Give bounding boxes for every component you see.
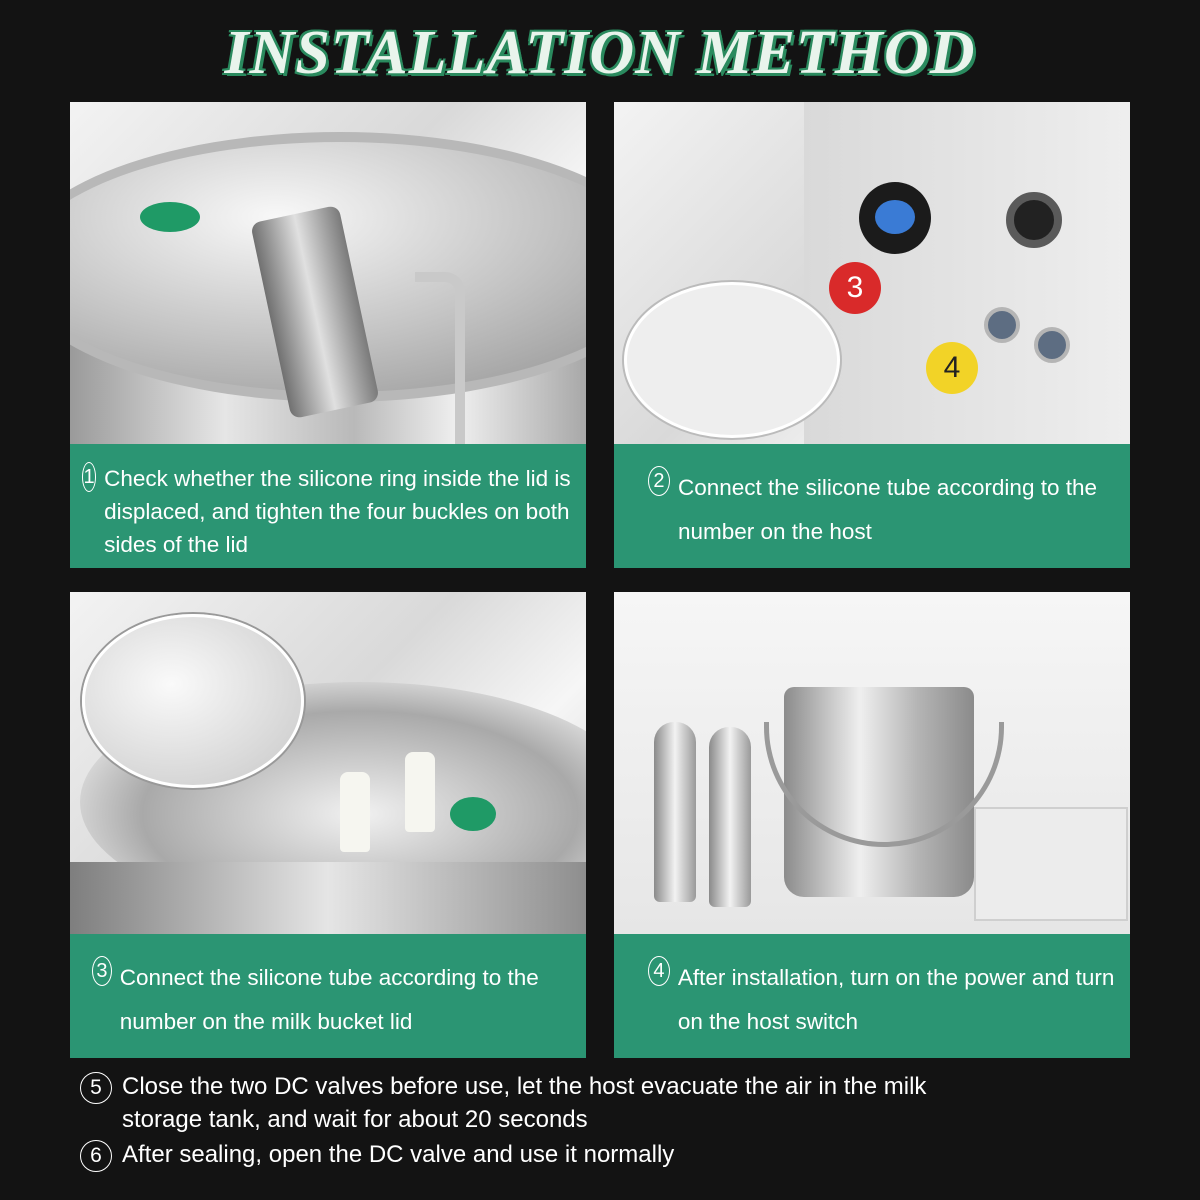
step-text: Connect the silicone tube according to the number on the milk bucket lid (119, 965, 539, 1034)
host-knob (859, 182, 931, 254)
note-text: Close the two DC valves before use, let the host evacuate the air in the milk storage tank, and wait for about 20 seconds (122, 1073, 927, 1133)
step-text: Connect the silicone tube according to the number on the host (677, 475, 1098, 544)
step-3-photo (70, 592, 586, 934)
lid-nozzle (340, 772, 370, 852)
teat-cup (654, 722, 696, 902)
number-badge (140, 202, 200, 232)
step-3-caption (70, 934, 586, 1058)
page-title: INSTALLATION METHOD (224, 19, 976, 87)
note-number: 6 (80, 1140, 112, 1172)
teat-cup (709, 727, 751, 907)
note-number: 5 (80, 1072, 112, 1104)
step-4-caption (614, 934, 1130, 1058)
host-inset (624, 282, 840, 438)
step-text: After installation, turn on the power and turn on the host switch (677, 965, 1115, 1034)
step-number: 3 (92, 956, 112, 986)
note-item (80, 1138, 1120, 1172)
bucket-body (70, 862, 586, 934)
note-item (80, 1070, 1120, 1136)
port (1034, 327, 1070, 363)
step-1-caption (70, 444, 586, 568)
port-label-4: 4 (926, 342, 978, 394)
number-badge (450, 797, 496, 831)
step-number: 4 (648, 956, 670, 986)
step-4-photo (614, 592, 1130, 934)
step-2-caption (614, 444, 1130, 568)
step-number: 2 (648, 466, 670, 496)
lid-inset (82, 614, 304, 788)
host-box (974, 807, 1128, 921)
usage-notes (80, 1070, 1120, 1172)
step-1-photo (70, 102, 586, 444)
port (984, 307, 1020, 343)
step-number: 1 (82, 462, 96, 492)
power-jack (1006, 192, 1062, 248)
step-2-photo (614, 102, 1130, 444)
step-text: Check whether the silicone ring inside the lid is displaced, and tighten the four buckles on both sides of the lid (104, 466, 571, 557)
lid-nozzle (405, 752, 435, 832)
bucket-handle (415, 272, 465, 444)
note-text: After sealing, open the DC valve and use it normally (122, 1141, 675, 1168)
port-label-3: 3 (829, 262, 881, 314)
